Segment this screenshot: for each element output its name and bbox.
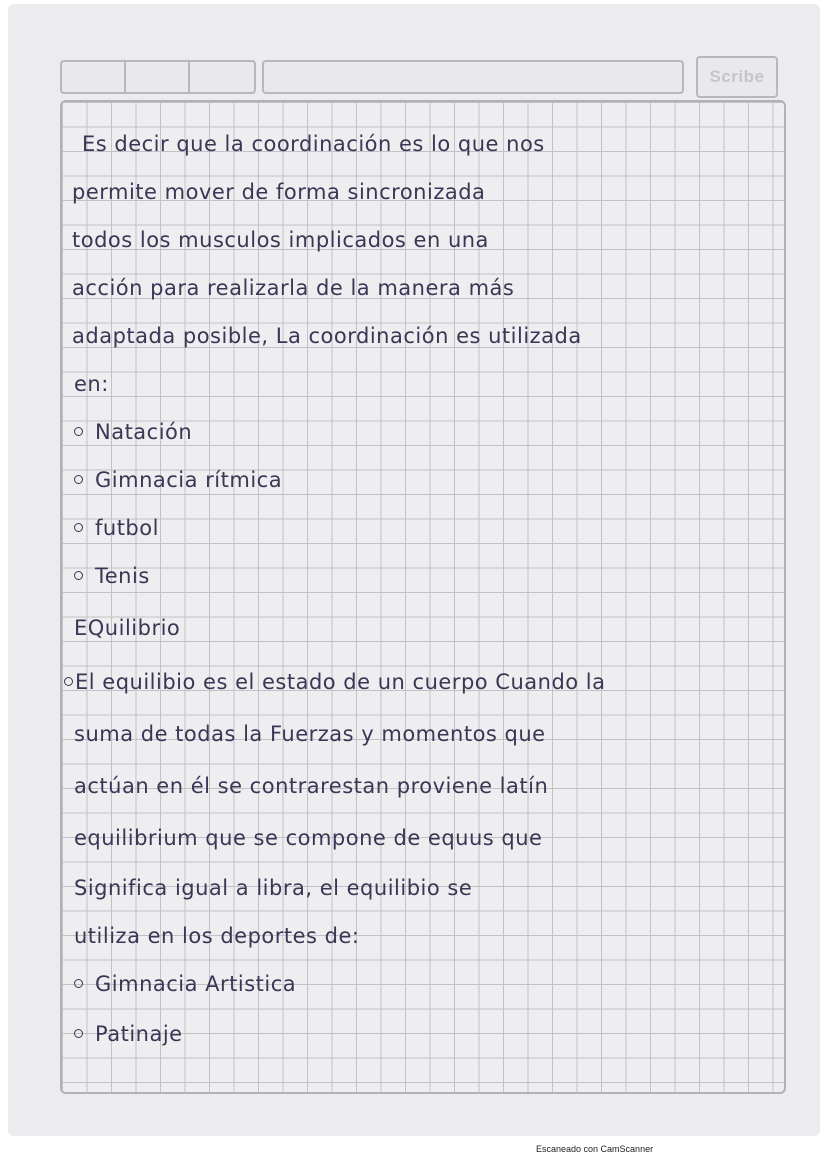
- note-line: Significa igual a libra, el equilibio se: [74, 876, 473, 900]
- bullet-icon: [64, 677, 73, 686]
- note-line: suma de todas la Fuerzas y momentos que: [74, 722, 546, 746]
- title-box: [262, 60, 684, 94]
- date-divider: [188, 62, 190, 92]
- note-line: actúan en él se contrarestan proviene latín: [74, 774, 549, 798]
- note-line: en:: [74, 372, 109, 396]
- list-item: Tenis: [74, 564, 150, 588]
- note-line: todos los musculos implicados en una: [72, 228, 489, 252]
- list-item: Gimnacia Artistica: [74, 972, 296, 996]
- bullet-icon: [74, 979, 83, 988]
- bullet-icon: [74, 1029, 83, 1038]
- bullet-icon: [74, 571, 83, 580]
- scanner-watermark: [0, 1144, 828, 1154]
- bullet-icon: [74, 475, 83, 484]
- list-item: futbol: [74, 516, 159, 540]
- list-item: Natación: [74, 420, 192, 444]
- note-line: Es decir que la coordinación es lo que nos: [82, 132, 545, 156]
- note-line: equilibrium que se compone de equus que: [74, 826, 543, 850]
- note-line: acción para realizarla de la manera más: [72, 276, 515, 300]
- section-heading: EQuilibrio: [74, 616, 181, 640]
- note-line: permite mover de forma sincronizada: [72, 180, 486, 204]
- brand-text: Scribe: [709, 67, 765, 86]
- note-line: utiliza en los deportes de:: [74, 924, 360, 948]
- watermark-text: Escaneado con CamScanner: [536, 1144, 654, 1154]
- bullet-icon: [74, 427, 83, 436]
- list-item: Gimnacia rítmica: [74, 468, 282, 492]
- date-box: [60, 60, 256, 94]
- brand-logo: [696, 56, 778, 98]
- date-divider: [124, 62, 126, 92]
- bullet-icon: [74, 523, 83, 532]
- page-header: [60, 56, 782, 94]
- list-item: Patinaje: [74, 1022, 183, 1046]
- list-item: El equilibio es el estado de un cuerpo Cuando la: [64, 670, 606, 694]
- note-line: adaptada posible, La coordinación es utilizada: [72, 324, 582, 348]
